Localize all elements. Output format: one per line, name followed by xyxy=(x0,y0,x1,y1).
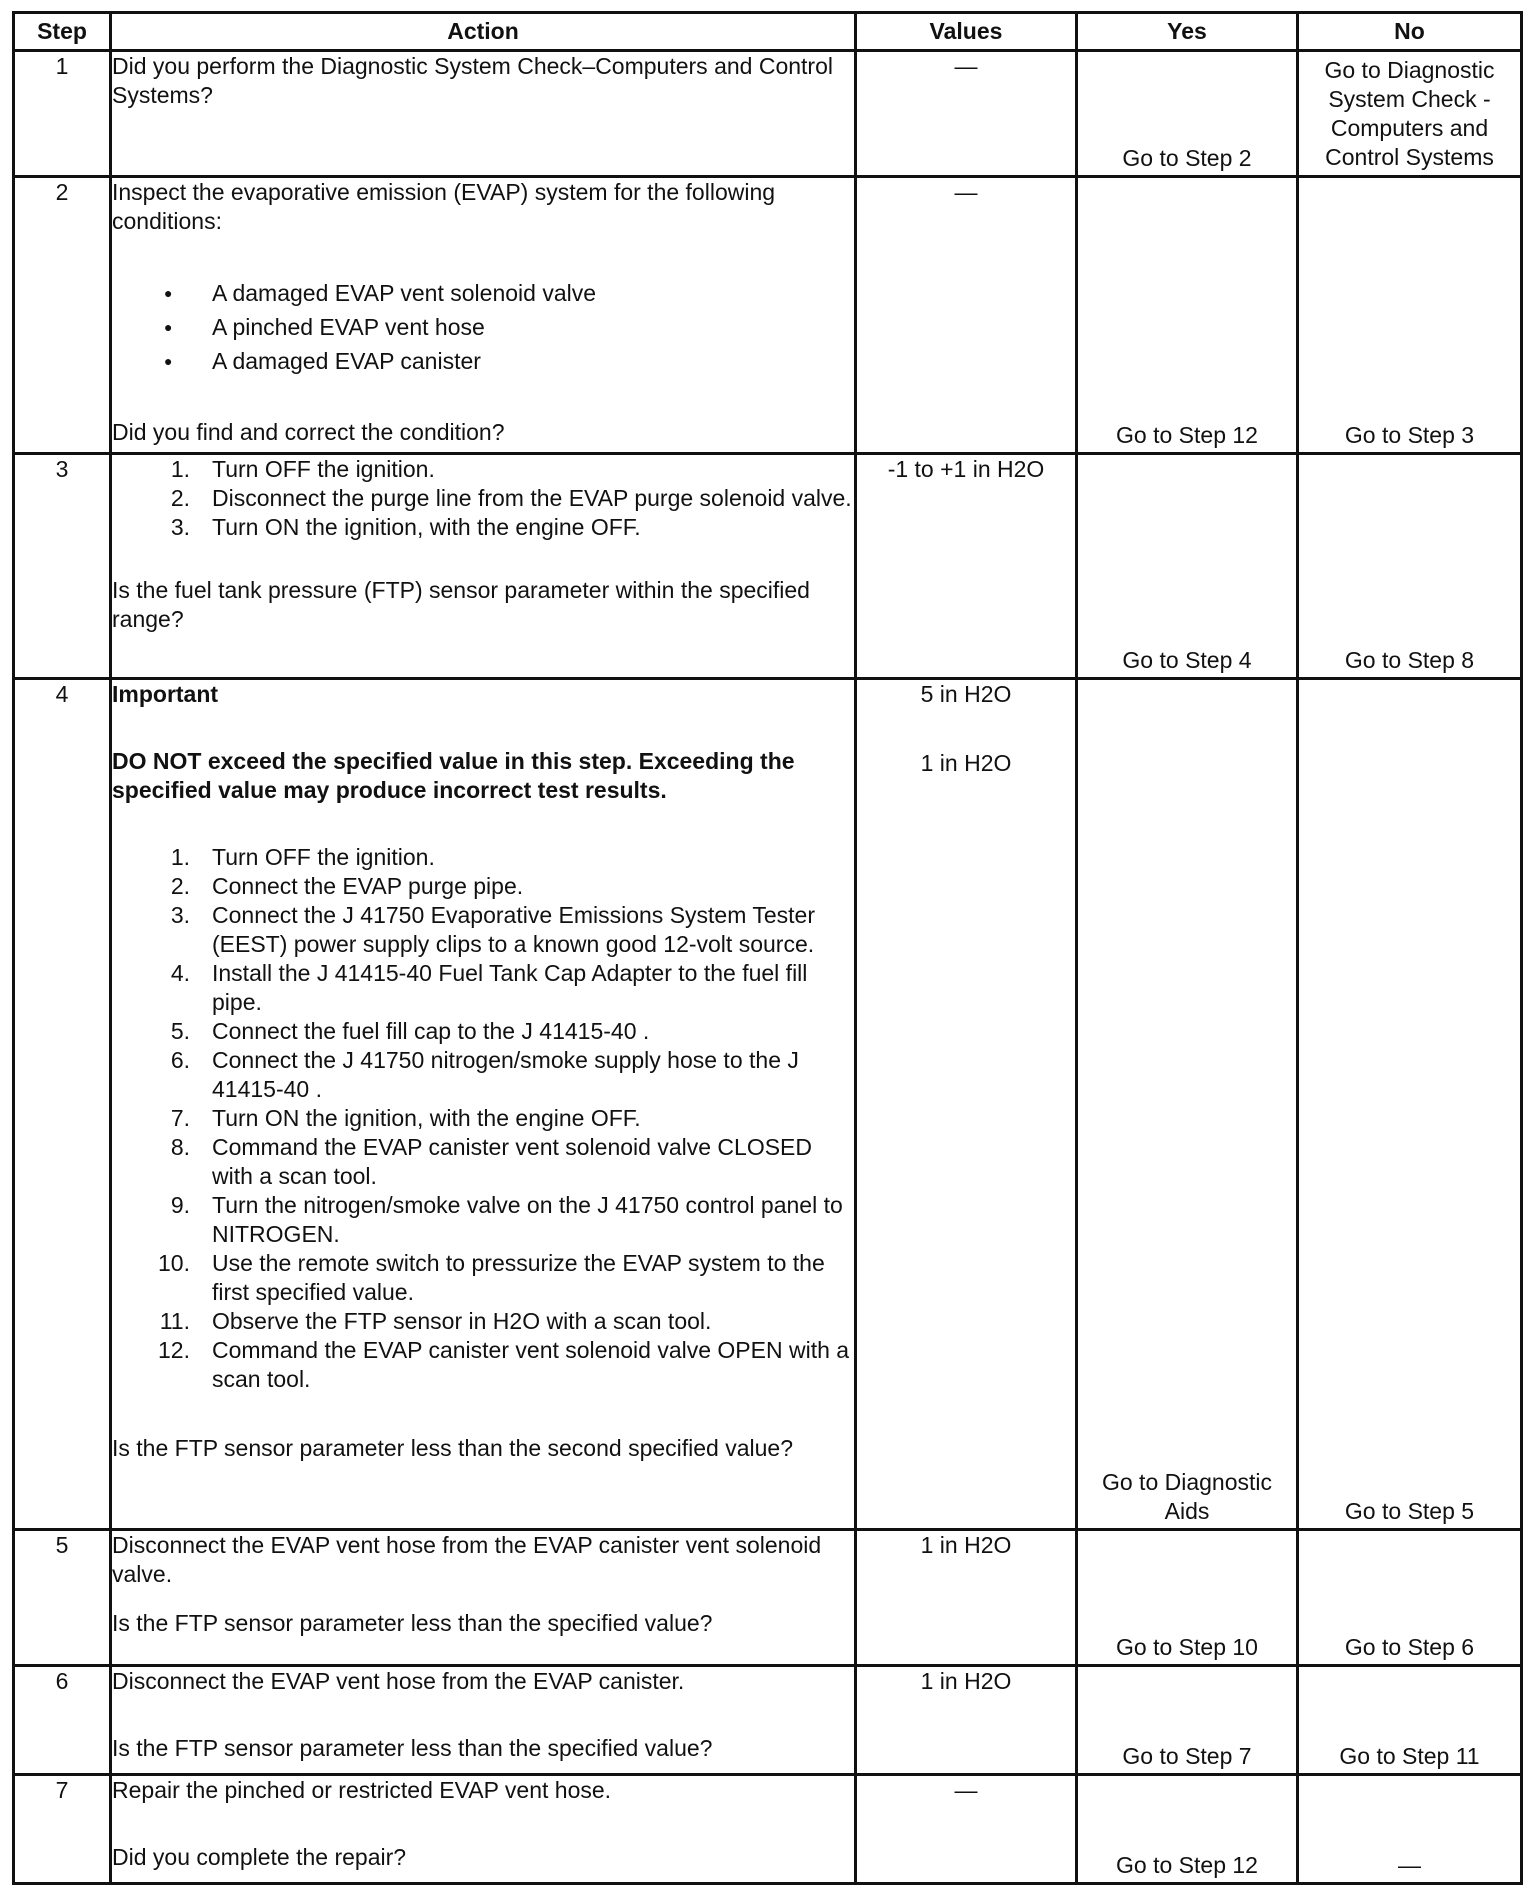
step-number: 5 xyxy=(14,1530,111,1666)
action-question: Is the fuel tank pressure (FTP) sensor parameter within the specified range? xyxy=(112,577,810,632)
no-cell xyxy=(1298,177,1522,454)
list-item: ● A damaged EVAP vent solenoid valve xyxy=(112,276,854,310)
yes-link[interactable]: Go to Step 12 xyxy=(1116,1852,1258,1878)
action-cell xyxy=(111,1530,856,1666)
header-row xyxy=(14,13,1522,51)
table-row xyxy=(14,177,1522,454)
value-cell: -1 to +1 in H2O xyxy=(856,454,1077,679)
header-yes: Yes xyxy=(1077,13,1298,51)
procedure-list xyxy=(112,843,854,1394)
list-item: 4. Install the J 41415-40 Fuel Tank Cap Adapter to the fuel fill pipe. xyxy=(170,960,808,1015)
list-item: ● A damaged EVAP canister xyxy=(112,344,854,378)
step-number: 4 xyxy=(14,679,111,1530)
list-item: 3. Turn ON the ignition, with the engine OFF. xyxy=(170,514,641,540)
yes-link[interactable]: Go to Step 12 xyxy=(1116,422,1258,448)
action-cell xyxy=(111,51,856,177)
list-item: 12. Command the EVAP canister vent solenoid valve OPEN with a scan tool. xyxy=(158,1337,850,1392)
step-number: 1 xyxy=(14,51,111,177)
value-first: 5 in H2O xyxy=(920,681,1012,707)
list-item: 1. Turn OFF the ignition. xyxy=(170,456,435,482)
no-link[interactable]: Go to Diagnostic System Check - Computers and Control Systems xyxy=(1324,57,1495,170)
yes-cell xyxy=(1077,1666,1298,1775)
action-intro: Repair the pinched or restricted EVAP vent hose. xyxy=(112,1777,612,1803)
value-cell: — xyxy=(856,1775,1077,1884)
action-intro: Disconnect the EVAP vent hose from the EVAP canister vent solenoid valve. xyxy=(112,1532,822,1587)
condition-list xyxy=(112,276,854,378)
step-number: 2 xyxy=(14,177,111,454)
yes-cell xyxy=(1077,51,1298,177)
action-cell xyxy=(111,679,856,1530)
header-action: Action xyxy=(111,13,856,51)
list-item: 1. Turn OFF the ignition. xyxy=(170,844,435,870)
yes-cell xyxy=(1077,454,1298,679)
header-no: No xyxy=(1298,13,1522,51)
yes-cell xyxy=(1077,177,1298,454)
header-step: Step xyxy=(14,13,111,51)
diagnostic-table xyxy=(12,11,1523,1885)
action-question: Did you complete the repair? xyxy=(112,1844,407,1870)
action-intro: Inspect the evaporative emission (EVAP) system for the following conditions: xyxy=(112,179,776,234)
list-item: 10. Use the remote switch to pressurize the EVAP system to the first specified value. xyxy=(158,1250,825,1305)
table-row xyxy=(14,454,1522,679)
important-text: DO NOT exceed the specified value in this step. Exceeding the specified value may produce incorrect test results. xyxy=(112,748,795,803)
list-item: 7. Turn ON the ignition, with the engine OFF. xyxy=(170,1105,641,1131)
list-item: 11. Observe the FTP sensor in H2O with a scan tool. xyxy=(159,1308,712,1334)
action-intro: Disconnect the EVAP vent hose from the EVAP canister. xyxy=(112,1668,685,1694)
yes-cell xyxy=(1077,1530,1298,1666)
no-cell xyxy=(1298,51,1522,177)
value-cell: 1 in H2O xyxy=(856,1666,1077,1775)
important-label: Important xyxy=(112,681,219,707)
action-cell xyxy=(111,177,856,454)
action-cell xyxy=(111,1775,856,1884)
no-link[interactable]: Go to Step 3 xyxy=(1344,422,1475,448)
value-cell: 1 in H2O xyxy=(856,1530,1077,1666)
yes-link[interactable]: Go to Step 10 xyxy=(1116,1634,1258,1660)
list-item: 2. Connect the EVAP purge pipe. xyxy=(170,873,524,899)
no-cell xyxy=(1298,1666,1522,1775)
yes-link[interactable]: Go to Step 2 xyxy=(1122,145,1252,171)
action-cell xyxy=(111,454,856,679)
value-cell xyxy=(856,679,1077,1530)
table-row xyxy=(14,51,1522,177)
action-text: Did you perform the Diagnostic System Check–Computers and Control Systems? xyxy=(112,53,833,108)
list-item: 2. Disconnect the purge line from the EVAP purge solenoid valve. xyxy=(170,485,852,511)
no-link[interactable]: Go to Step 6 xyxy=(1344,1634,1475,1660)
step-number: 3 xyxy=(14,454,111,679)
table-row xyxy=(14,1775,1522,1884)
list-item: 5. Connect the fuel fill cap to the J 41415-40 . xyxy=(170,1018,650,1044)
yes-link[interactable]: Go to Diagnostic Aids xyxy=(1101,1469,1273,1524)
header-values: Values xyxy=(856,13,1077,51)
list-item: 3. Connect the J 41750 Evaporative Emissions System Tester (EEST) power supply clips to a known good 12-volt source. xyxy=(170,902,815,957)
yes-cell xyxy=(1077,1775,1298,1884)
action-question: Is the FTP sensor parameter less than the specified value? xyxy=(112,1735,713,1761)
action-question: Is the FTP sensor parameter less than the specified value? xyxy=(112,1610,713,1636)
list-item: 8. Command the EVAP canister vent solenoid valve CLOSED with a scan tool. xyxy=(170,1134,812,1189)
step-number: 6 xyxy=(14,1666,111,1775)
action-cell xyxy=(111,1666,856,1775)
no-cell xyxy=(1298,1530,1522,1666)
list-item: 9. Turn the nitrogen/smoke valve on the J 41750 control panel to NITROGEN. xyxy=(170,1192,843,1247)
table-row xyxy=(14,1530,1522,1666)
list-item: ● A pinched EVAP vent hose xyxy=(112,310,854,344)
action-question: Is the FTP sensor parameter less than the second specified value? xyxy=(112,1435,794,1461)
no-cell xyxy=(1298,1775,1522,1884)
list-item: 6. Connect the J 41750 nitrogen/smoke supply hose to the J 41415-40 . xyxy=(170,1047,799,1102)
value-second: 1 in H2O xyxy=(920,750,1012,776)
yes-link[interactable]: Go to Step 4 xyxy=(1122,647,1252,673)
action-question: Did you find and correct the condition? xyxy=(112,419,505,445)
no-link[interactable]: Go to Step 11 xyxy=(1339,1743,1480,1769)
no-cell xyxy=(1298,679,1522,1530)
no-link[interactable]: — xyxy=(1398,1852,1421,1878)
yes-cell xyxy=(1077,679,1298,1530)
procedure-list xyxy=(112,455,854,542)
no-link[interactable]: Go to Step 5 xyxy=(1344,1498,1475,1524)
no-link[interactable]: Go to Step 8 xyxy=(1344,647,1475,673)
table-row xyxy=(14,1666,1522,1775)
table-row xyxy=(14,679,1522,1530)
no-cell xyxy=(1298,454,1522,679)
value-cell: — xyxy=(856,51,1077,177)
value-cell: — xyxy=(856,177,1077,454)
step-number: 7 xyxy=(14,1775,111,1884)
yes-link[interactable]: Go to Step 7 xyxy=(1122,1743,1252,1769)
